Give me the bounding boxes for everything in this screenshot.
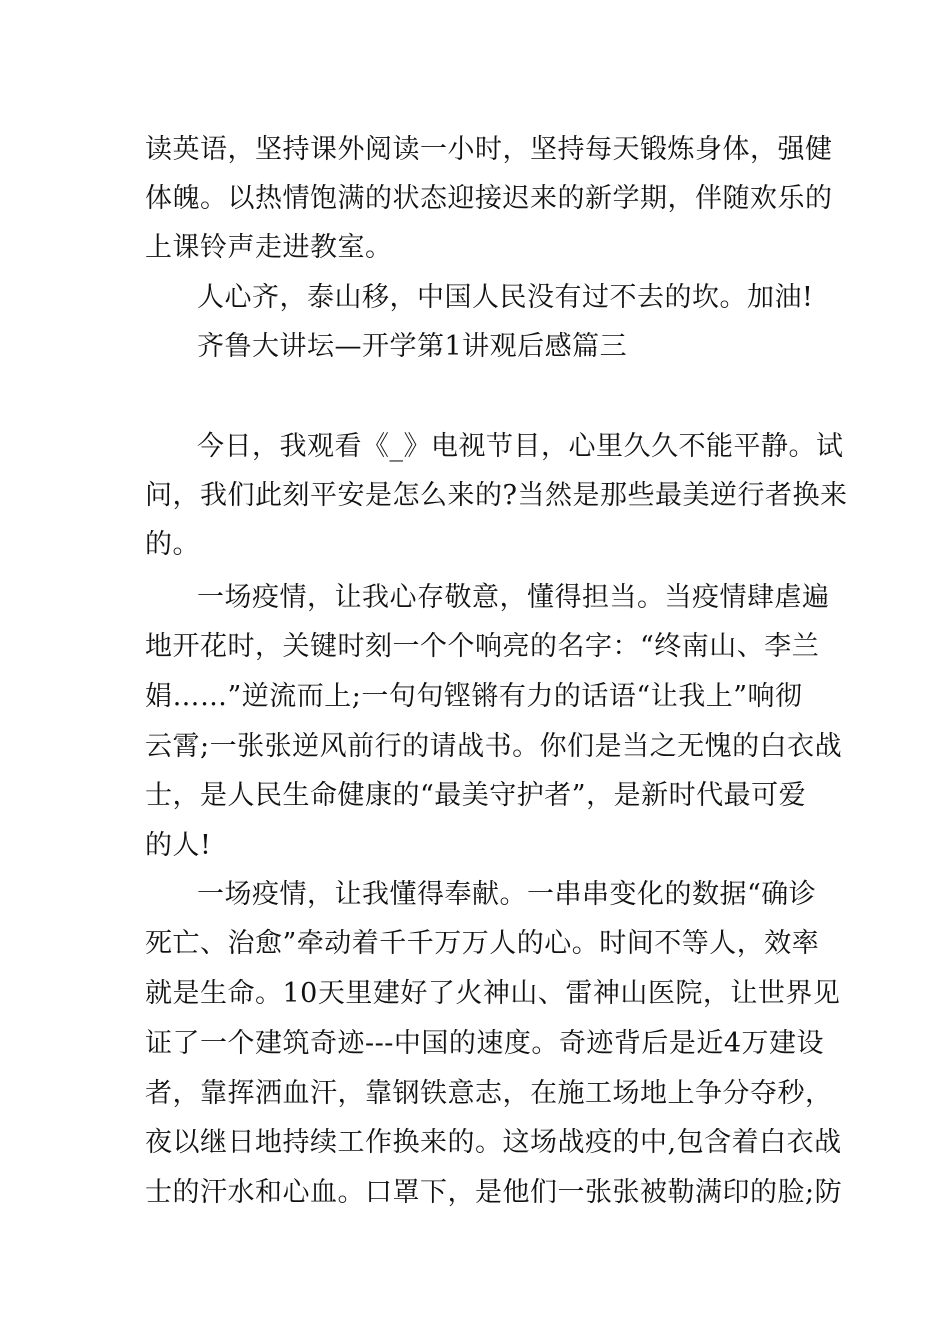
text-line: 问，我们此刻平安是怎么来的?当然是那些最美逆行者换来 [145,480,848,511]
text-line: 士，是人民生命健康的“最美守护者”，是新时代最可爱 [145,780,807,811]
text-line: 就是生命。10天里建好了火神山、雷神山医院，让世界见 [145,978,841,1009]
text-line: 云霄;一张张逆风前行的请战书。你们是当之无愧的白衣战 [145,731,843,762]
text-line: 人心齐，泰山移，中国人民没有过不去的坎。加油! [197,282,814,313]
text-line: 一场疫情，让我心存敬意，懂得担当。当疫情肆虐遍 [197,582,830,613]
text-line: 地开花时，关键时刻一个个响亮的名字：“终南山、李兰 [145,631,820,662]
text-line: 士的汗水和心血。口罩下，是他们一张张被勒满印的脸;防 [145,1177,843,1208]
text-line: 的。 [145,529,200,560]
text-line: 一场疫情，让我懂得奉献。一串串变化的数据“确诊 [197,879,817,910]
text-line: 娟……”逆流而上;一句句铿锵有力的话语“让我上”响彻 [145,681,803,712]
text-line: 上课铃声走进教室。 [145,232,393,263]
text-line: 的人! [145,830,212,861]
text-line: 今日，我观看《_》电视节目，心里久久不能平静。试 [197,431,844,462]
text-line: 读英语，坚持课外阅读一小时，坚持每天锻炼身体，强健 [145,134,833,165]
text-line: 证了一个建筑奇迹---中国的速度。奇迹背后是近4万建设 [145,1028,825,1059]
text-line: 死亡、治愈”牵动着千千万万人的心。时间不等人，效率 [145,928,820,959]
section-heading: 齐鲁大讲坛—开学第1讲观后感篇三 [197,331,628,362]
text-line: 夜以继日地持续工作换来的。这场战疫的中,包含着白衣战 [145,1127,842,1158]
text-line: 体魄。以热情饱满的状态迎接迟来的新学期，伴随欢乐的 [145,183,833,214]
text-line: 者，靠挥洒血汗，靠钢铁意志，在施工场地上争分夺秒， [145,1078,833,1109]
